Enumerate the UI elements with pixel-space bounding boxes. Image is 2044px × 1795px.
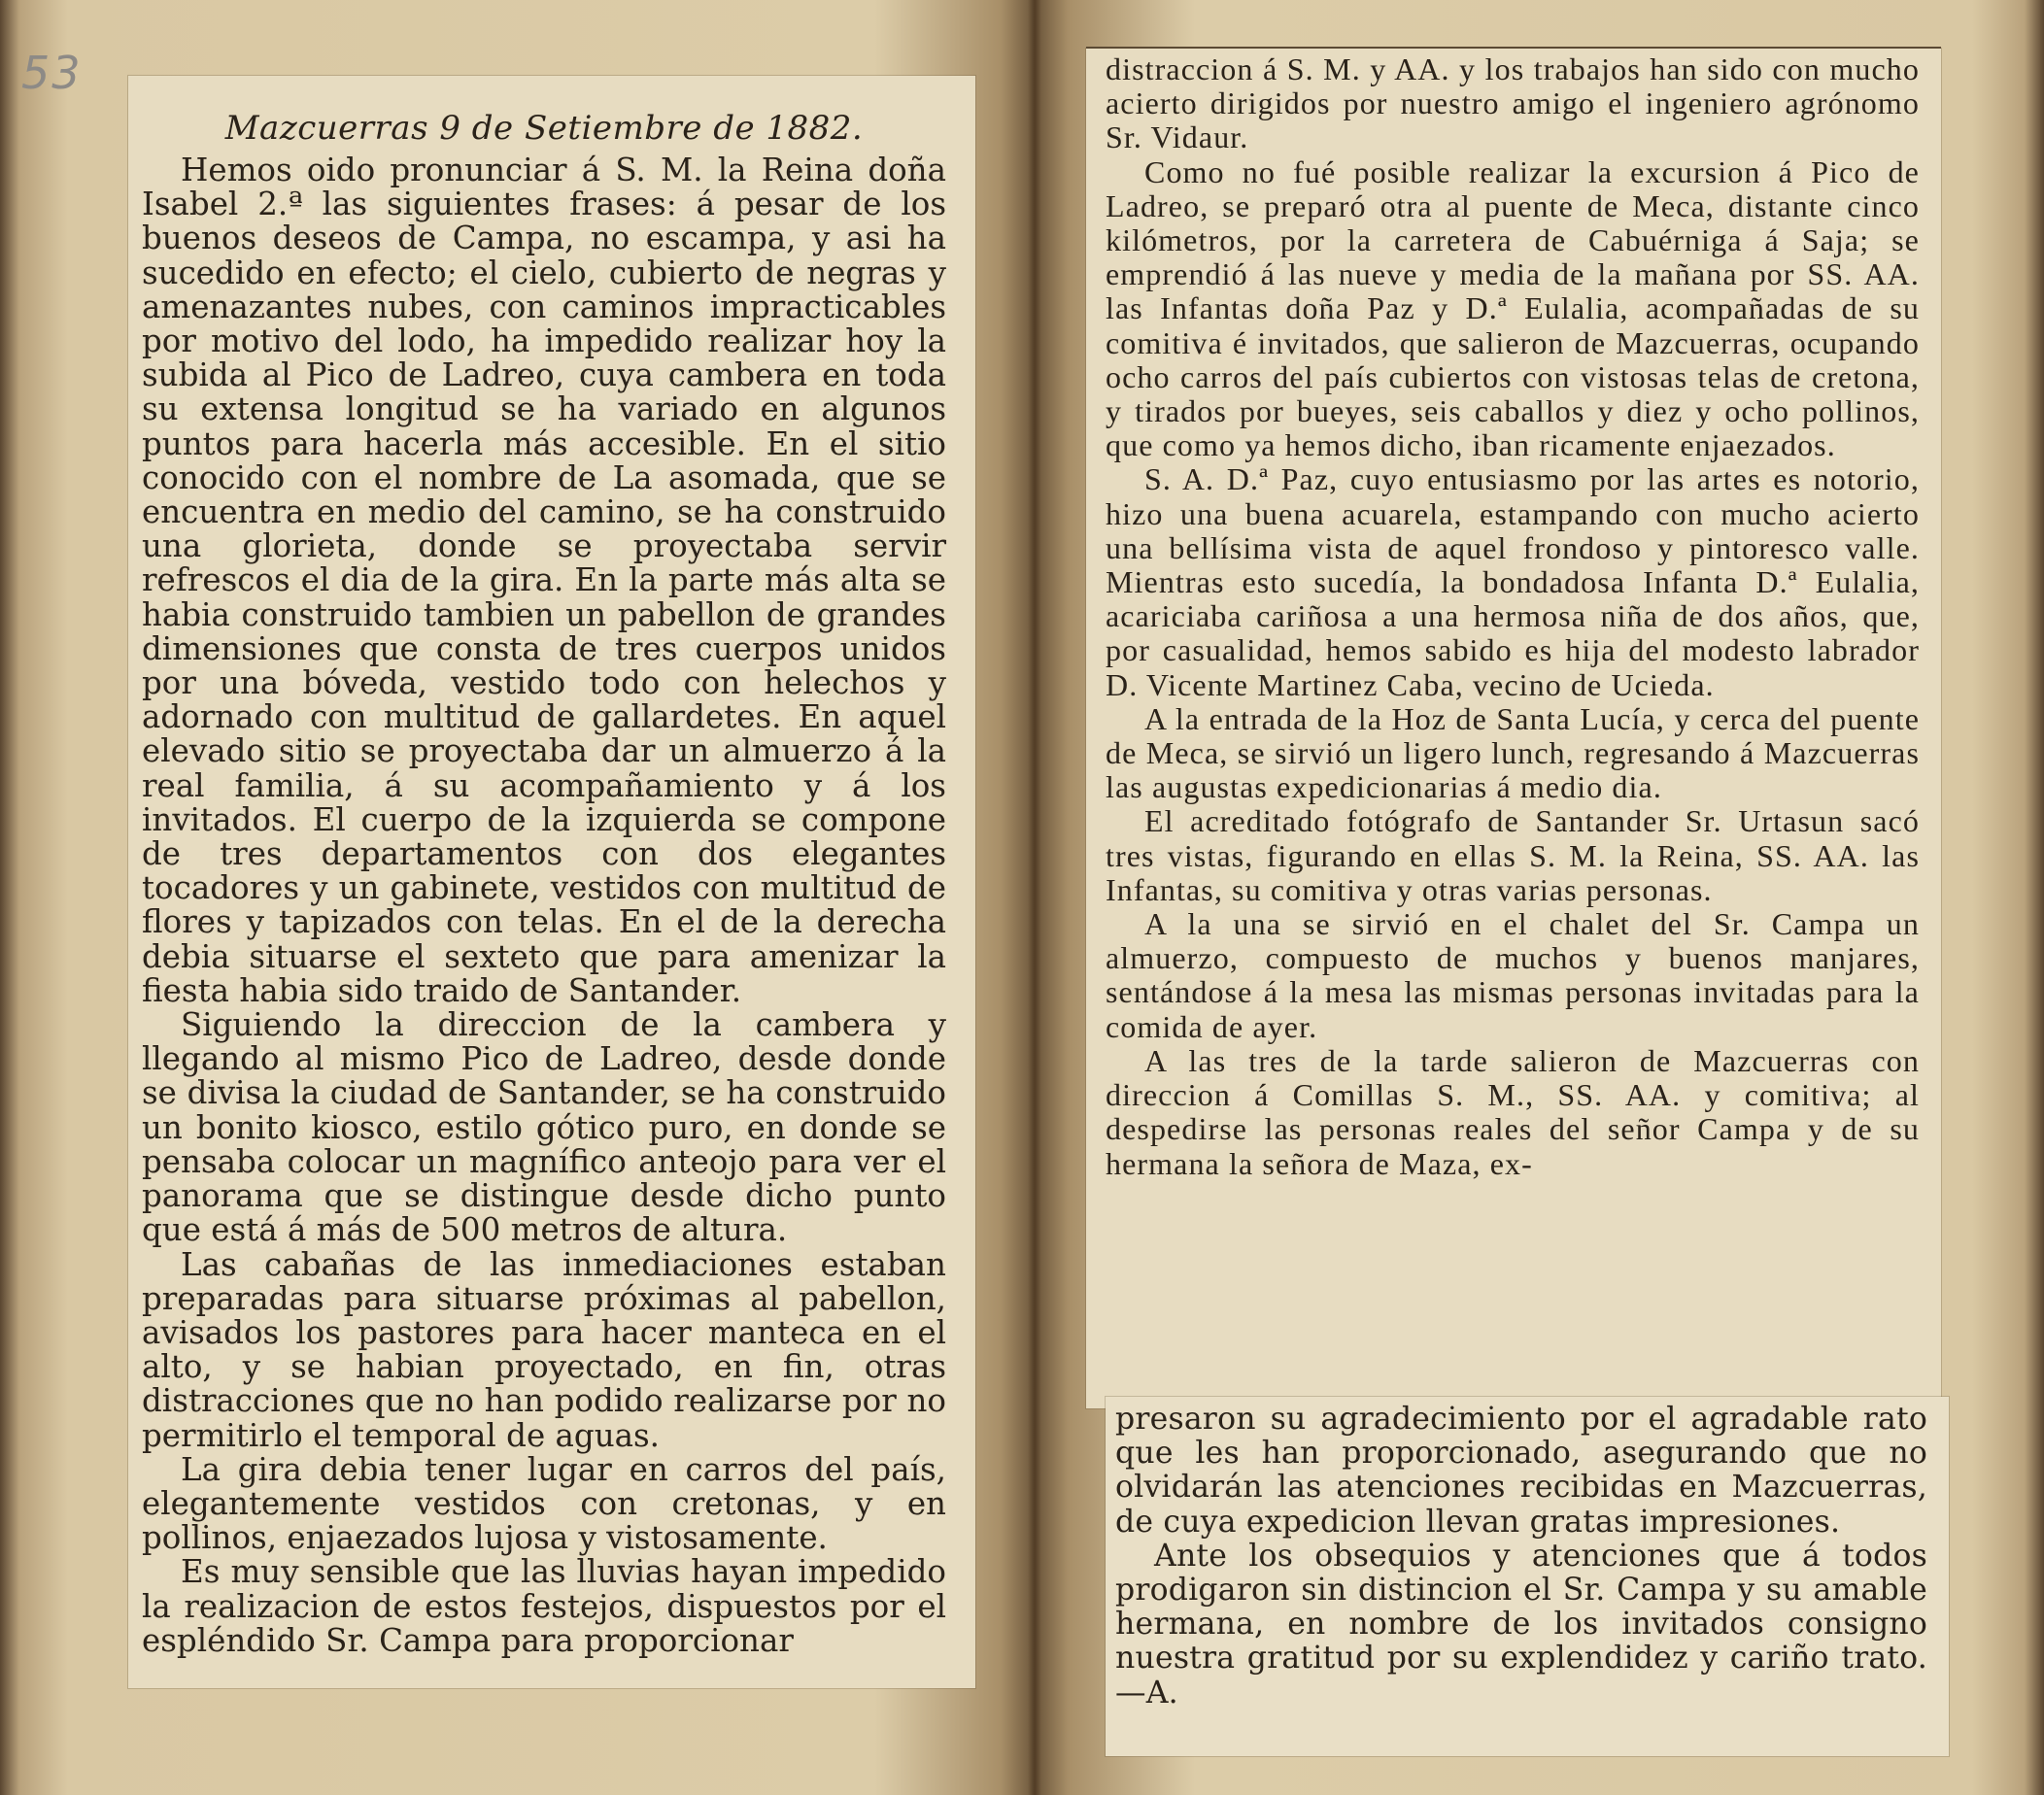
paragraph: Hemos oido pronunciar á S. M. la Reina doña Isabel 2.ª las siguientes frases: á pesar de los buenos deseos de Campa, no escampa, y asi ha sucedido en efecto; el cielo, cubierto de negras y amenazantes nubes, con caminos impracticables por motivo del lodo, ha impedido realizar hoy la subida al Pico de Ladreo, cuya cambera en toda su extensa longitud se ha variado en algunos puntos para hacerla más accesible. En el sitio conocido con el nombre de La asomada, que se encuentra en medio del camino, se ha construido una glorieta, donde se proyectaba servir refrescos el dia de la gira. En la parte más alta se habia construido tambien un pabellon de grandes dimensiones que consta de tres cuerpos unidos por una bóveda, vestido todo con helechos y adornado con multitud de gallardetes. En aquel elevado sitio se proyectaba dar un almuerzo á la real familia, á su acompañamiento y á los invitados. El cuerpo de la izquierda se compone de tres departamentos con dos elegantes tocadores y un gabinete, vestidos con multitud de flores y tapizados con telas. En el de la derecha debia situarse el sexteto que para amenizar la fiesta habia sido traido de Santander. xyxy=(142,152,946,1009)
book-spine xyxy=(1028,0,1041,1795)
left-clipping xyxy=(128,76,975,1688)
right-clipping-top xyxy=(1086,49,1941,1408)
right-clipping-bottom xyxy=(1106,1397,1949,1756)
paragraph: S. A. D.ª Paz, cuyo entusiasmo por las artes es notorio, hizo una buena acuarela, estampando con mucho acierto una bellísima vista de aquel frondoso y pintoresco valle. Mientras esto sucedía, la bondadosa Infanta D.ª Eulalia, acariciaba cariñosa a una hermosa niña de dos años, que, por casualidad, hemos sabido es hija del modesto labrador D. Vicente Martinez Caba, vecino de Ucieda. xyxy=(1106,461,1920,702)
paragraph: Las cabañas de las inmediaciones estaban preparadas para situarse próximas al pabellon, avisados los pastores para hacer manteca en el alto, y se habian proyectado, en fin, otras distracciones que no han podido realizarse por no permitirlo el temporal de aguas. xyxy=(142,1245,946,1454)
paragraph: Como no fué posible realizar la excursion á Pico de Ladreo, se preparó otra al puente de Meca, distante cinco kilómetros, por la carretera de Cabuérniga á Saja; se emprendió á las nueve y media de la mañana por SS. AA. las Infantas doña Paz y D.ª Eulalia, acompañadas de su comitiva é invitados, que salieron de Mazcuerras, ocupando ocho carros del país cubiertos con vistosas telas de cretona, y tirados por bueyes, seis caballos y diez y ocho pollinos, que como ya hemos dicho, iban ricamente enjaezados. xyxy=(1106,153,1920,463)
paragraph: A la entrada de la Hoz de Santa Lucía, y cerca del puente de Meca, se sirvió un ligero lunch, regresando á Mazcuerras las augustas expedicionarias á medio dia. xyxy=(1106,700,1920,805)
paragraph: La gira debia tener lugar en carros del país, elegantemente vestidos con cretonas, y en pollinos, enjaezados lujosa y vistosamente. xyxy=(142,1450,946,1557)
paragraph: Siguiendo la direccion de la cambera y llegando al mismo Pico de Ladreo, desde donde se divisa la ciudad de Santander, se ha construido un bonito kiosco, estilo gótico puro, en donde se pensaba colocar un magnífico anteojo para ver el panorama que se distingue desde dicho punto que está á más de 500 metros de altura. xyxy=(142,1006,946,1249)
page-number: 53 xyxy=(21,47,83,99)
paragraph: El acreditado fotógrafo de Santander Sr. Urtasun sacó tres vistas, figurando en ellas S. M. la Reina, SS. AA. las Infantas, su comitiva y otras varias personas. xyxy=(1106,803,1920,907)
paragraph: distraccion á S. M. y AA. y los trabajos han sido con mucho acierto dirigidos por nuestro amigo el ingeniero agrónomo Sr. Vidaur. xyxy=(1106,51,1920,155)
dateline: Mazcuerras 9 de Setiembre de 1882. xyxy=(224,109,864,148)
paragraph: Ante los obsequios y atenciones que á todos prodigaron sin distincion el Sr. Campa y su amable hermana, en nombre de los invitados consigno nuestra gratitud por su explendidez y cariño trato.—A. xyxy=(1115,1538,1927,1710)
paragraph: A las tres de la tarde salieron de Mazcuerras con direccion á Comillas S. M., SS. AA. y comitiva; al despedirse las personas reales del señor Campa y de su hermana la señora de Maza, ex- xyxy=(1106,1042,1920,1181)
paragraph: A la una se sirvió en el chalet del Sr. Campa un almuerzo, compuesto de muchos y buenos manjares, sentándose á la mesa las mismas personas invitadas para la comida de ayer. xyxy=(1106,906,1920,1044)
paragraph: presaron su agradecimiento por el agradable rato que les han proporcionado, asegurando que no olvidarán las atenciones recibidas en Mazcuerras, de cuya expedicion llevan gratas impresiones. xyxy=(1115,1402,1927,1540)
paragraph: Es muy sensible que las lluvias hayan impedido la realizacion de estos festejos, dispuestos por el espléndido Sr. Campa para proporcionar xyxy=(142,1553,946,1659)
